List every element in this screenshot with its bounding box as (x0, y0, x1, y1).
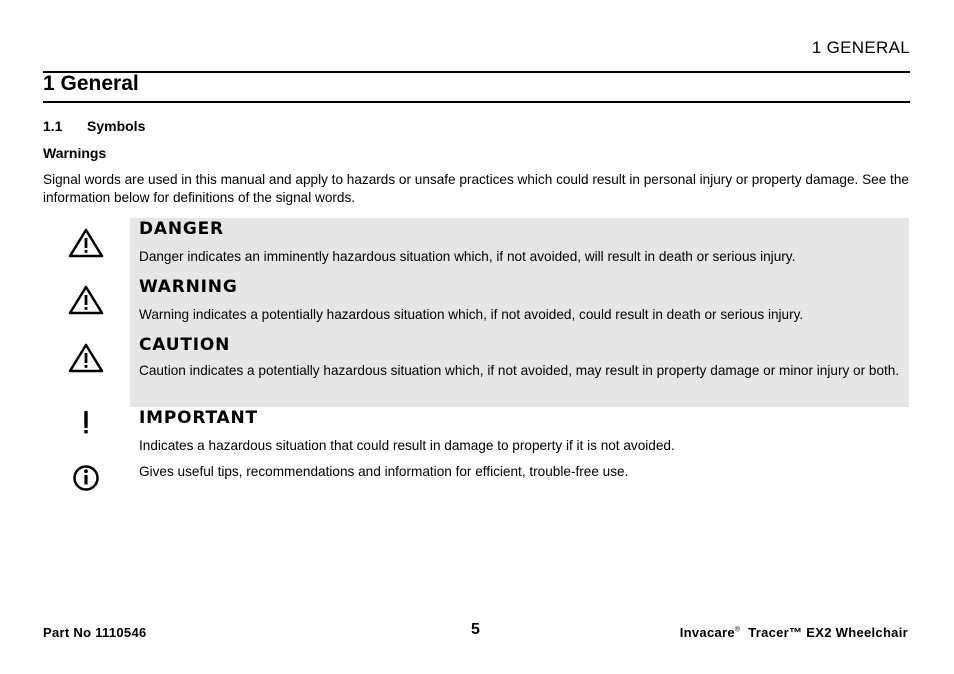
title-rule-bottom (43, 101, 910, 103)
important-signal-word: IMPORTANT (139, 408, 258, 428)
important-description: Indicates a hazardous situation that could result in damage to property if it is not avoided. (139, 438, 675, 453)
brand-name: Invacare (679, 625, 735, 640)
warning-signal-word: WARNING (139, 277, 238, 297)
danger-entry (139, 219, 904, 267)
caution-entry (139, 335, 904, 381)
page-number: 5 (471, 621, 480, 638)
info-description: Gives useful tips, recommendations and information for efficient, trouble-free use. (139, 464, 629, 479)
warning-triangle-icon (68, 342, 104, 374)
danger-description: Danger indicates an imminently hazardous situation which, if not avoided, will result in death or serious injury. (139, 249, 796, 264)
danger-signal-word: DANGER (139, 219, 224, 239)
title-rule-top (43, 71, 910, 73)
footer-part-number: Part No 1110546 (43, 625, 147, 640)
caution-description: Caution indicates a potentially hazardous situation which, if not avoided, may result in property damage or minor injury or both. (139, 363, 900, 378)
section-heading (43, 118, 145, 134)
caution-signal-word: CAUTION (139, 335, 231, 355)
intro-paragraph: Signal words are used in this manual and apply to hazards or unsafe practices which could result in personal injury or property damage. See the information below for definitions of the signal words. (43, 172, 909, 205)
section-number: 1.1 (43, 118, 63, 134)
exclamation-icon (68, 406, 104, 438)
warning-entry (139, 277, 904, 325)
warning-description: Warning indicates a potentially hazardous situation which, if not avoided, could result in death or serious injury. (139, 307, 804, 322)
warning-triangle-icon (68, 227, 104, 259)
running-header: 1 GENERAL (811, 38, 910, 57)
product-name: Tracer™ EX2 Wheelchair (748, 625, 908, 640)
subheading: Warnings (43, 145, 107, 161)
info-circle-icon (68, 462, 104, 494)
chapter-title: 1 General (43, 72, 139, 95)
section-title: Symbols (87, 118, 146, 134)
warning-triangle-icon (68, 284, 104, 316)
footer-product-name (680, 625, 908, 640)
important-entry (139, 408, 904, 456)
registered-mark: ® (734, 626, 741, 634)
